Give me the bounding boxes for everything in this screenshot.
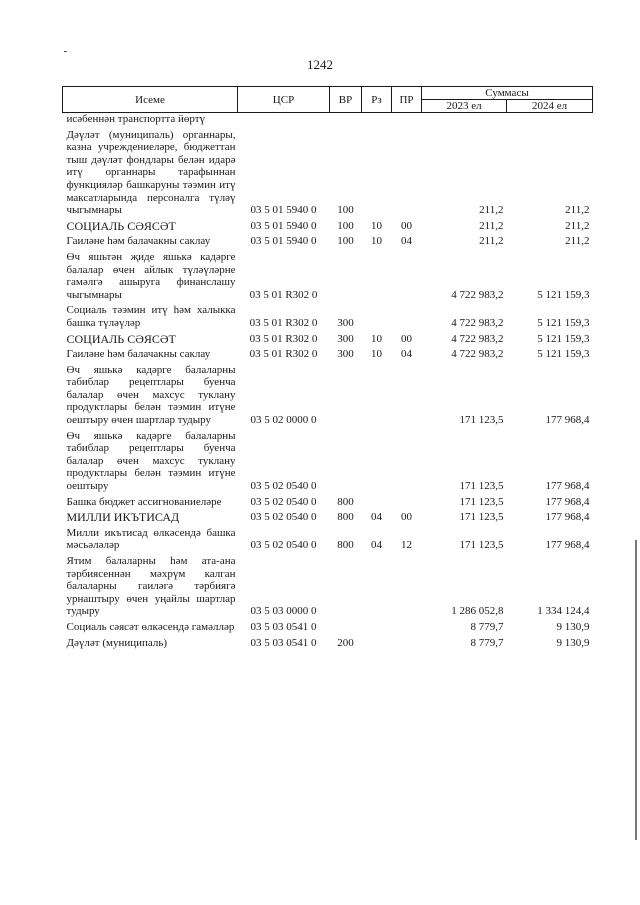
cell-pr: 12	[401, 539, 412, 552]
cell-pr	[392, 494, 422, 510]
table-row	[63, 127, 593, 218]
cell-vr: 300	[337, 332, 354, 345]
cell-name: Гаиләне һәм балачакны саклау	[66, 235, 211, 248]
page-number: 1242	[307, 57, 333, 72]
cell-name: исәбеннән транспортта йөртү	[66, 113, 206, 125]
cell-sum-2024: 5 121 159,3	[537, 316, 590, 329]
cell-pr: 00	[401, 219, 412, 232]
table-row	[63, 494, 593, 510]
cell-sum-2023: 8 779,7	[470, 636, 504, 649]
cell-sum-2023: 211,2	[479, 235, 504, 248]
cell-name: Дәүләт (муниципаль)	[66, 636, 168, 649]
scan-edge	[635, 540, 637, 840]
cell-pr	[392, 619, 422, 635]
cell-csr: 03 5 03 0541 0	[250, 636, 317, 649]
cell-vr	[330, 249, 362, 302]
cell-sum-2023	[422, 113, 507, 127]
cell-pr: 00	[401, 332, 412, 345]
table-row	[63, 249, 593, 302]
table-row	[63, 619, 593, 635]
cell-pr	[392, 428, 422, 494]
scan-mark	[64, 51, 67, 52]
cell-vr: 800	[337, 539, 354, 552]
cell-pr: 04	[401, 235, 412, 248]
cell-sum-2024: 177 968,4	[545, 511, 590, 524]
cell-pr: 00	[401, 511, 412, 524]
table-header	[63, 87, 593, 113]
header-name: Исеме	[63, 87, 238, 113]
cell-name: Социаль сәясәт өлкәсендә гамәлләр	[66, 620, 235, 633]
cell-pr	[392, 362, 422, 428]
cell-vr	[330, 113, 362, 127]
cell-csr: 03 5 01 R302 0	[249, 288, 318, 301]
cell-vr	[330, 619, 362, 635]
table-body	[63, 113, 593, 651]
cell-name: Милли икътисад өлкәсендә башка мәсьәләләр	[66, 526, 236, 552]
cell-csr: 03 5 03 0541 0	[250, 620, 317, 633]
cell-sum-2023: 171 123,5	[459, 414, 504, 427]
cell-csr: 03 5 01 R302 0	[249, 316, 318, 329]
cell-name: Өч яшькә кадәрге балаларны табиблар рецептлары буенча балалар өчен махсус туклану продуктлары белән тәэмин итүне оештыру өчен шартлар тудыру	[66, 363, 236, 427]
cell-pr	[392, 113, 422, 127]
cell-sum-2023: 4 722 983,2	[451, 348, 504, 361]
cell-vr: 300	[337, 348, 354, 361]
cell-sum-2024: 177 968,4	[545, 539, 590, 552]
cell-csr: 03 5 02 0540 0	[250, 480, 317, 493]
cell-rz	[362, 127, 392, 218]
cell-sum-2024: 5 121 159,3	[537, 288, 590, 301]
cell-sum-2023: 4 722 983,2	[451, 288, 504, 301]
table-row	[63, 635, 593, 651]
cell-sum-2024: 177 968,4	[545, 495, 590, 508]
cell-rz: 04	[371, 511, 382, 524]
cell-name: МИЛЛИ ИКЪТИСАД	[66, 510, 180, 525]
table-row	[63, 509, 593, 525]
table-row	[63, 428, 593, 494]
cell-csr: 03 5 02 0540 0	[250, 539, 317, 552]
cell-pr	[392, 302, 422, 330]
cell-sum-2023: 171 123,5	[459, 539, 504, 552]
table-row	[63, 113, 593, 127]
header-rz: Рз	[362, 87, 392, 113]
cell-rz	[362, 362, 392, 428]
cell-rz	[362, 249, 392, 302]
header-vr: ВР	[330, 87, 362, 113]
cell-rz: 10	[371, 332, 382, 345]
cell-vr: 100	[337, 204, 354, 217]
cell-vr	[330, 553, 362, 619]
cell-name: Өч яшькә кадәрге балаларны табиблар рецептлары буенча балалар өчен махсус туклану продуктлары белән тәэмин итүне оештыру	[66, 429, 236, 493]
cell-sum-2023: 211,2	[479, 219, 504, 232]
cell-name: Башка бюджет ассигнованиеләре	[66, 495, 222, 508]
cell-rz	[362, 619, 392, 635]
cell-sum-2024: 1 334 124,4	[537, 605, 590, 618]
cell-csr: 03 5 01 R302 0	[249, 332, 318, 345]
table-row	[63, 331, 593, 347]
header-sums: Суммасы	[422, 87, 593, 100]
cell-vr: 800	[337, 511, 354, 524]
cell-csr: 03 5 03 0000 0	[250, 605, 317, 618]
header-pr: ПР	[392, 87, 422, 113]
cell-sum-2023: 211,2	[479, 204, 504, 217]
cell-sum-2024: 211,2	[565, 204, 590, 217]
cell-name: Өч яшьтән җиде яшькә кадәрге балалар өчен айлык түләүләрне гамәлгә ашыруга финанслашу чыгымнары	[66, 250, 236, 301]
cell-name: Ятим балаларны һәм ата-ана тәрбиясеннән мәхрүм калган балаларны гаиләгә тәрбиягә урнаштыру өчен уңайлы шартлар тудыру	[66, 555, 236, 618]
table-row	[63, 302, 593, 330]
cell-sum-2023: 1 286 052,8	[451, 605, 504, 618]
cell-sum-2024: 5 121 159,3	[537, 332, 590, 345]
cell-sum-2023: 4 722 983,2	[451, 316, 504, 329]
cell-vr: 200	[337, 636, 354, 649]
cell-sum-2024: 177 968,4	[545, 480, 590, 493]
table-row	[63, 346, 593, 362]
cell-csr: 03 5 01 5940 0	[250, 219, 317, 232]
cell-pr: 04	[401, 348, 412, 361]
cell-vr: 100	[337, 235, 354, 248]
cell-vr: 300	[337, 316, 354, 329]
table-row	[63, 233, 593, 249]
cell-name: Социаль тәэмин итү һәм халыкка башка түләүләр	[66, 304, 236, 329]
cell-sum-2023: 4 722 983,2	[451, 332, 504, 345]
cell-pr	[392, 635, 422, 651]
cell-csr: 03 5 01 5940 0	[250, 235, 317, 248]
cell-sum-2024: 9 130,9	[556, 620, 590, 633]
cell-sum-2024: 211,2	[565, 235, 590, 248]
cell-csr: 03 5 01 5940 0	[250, 204, 317, 217]
cell-name: Гаиләне һәм балачакны саклау	[66, 348, 211, 361]
cell-sum-2024: 177 968,4	[545, 414, 590, 427]
cell-rz: 10	[371, 348, 382, 361]
cell-vr: 100	[337, 219, 354, 232]
cell-pr	[392, 553, 422, 619]
cell-rz	[362, 302, 392, 330]
cell-csr	[238, 113, 330, 127]
table-row	[63, 218, 593, 234]
cell-csr: 03 5 01 R302 0	[249, 348, 318, 361]
table-row	[63, 553, 593, 619]
cell-pr	[392, 127, 422, 218]
header-csr: ЦСР	[238, 87, 330, 113]
cell-pr	[392, 249, 422, 302]
cell-vr	[330, 362, 362, 428]
cell-sum-2024: 211,2	[565, 219, 590, 232]
cell-sum-2023: 171 123,5	[459, 495, 504, 508]
cell-rz: 04	[371, 539, 382, 552]
cell-csr: 03 5 02 0540 0	[250, 511, 317, 524]
cell-sum-2023: 171 123,5	[459, 511, 504, 524]
cell-rz	[362, 553, 392, 619]
cell-rz	[362, 494, 392, 510]
cell-rz: 10	[371, 219, 382, 232]
cell-sum-2023: 171 123,5	[459, 480, 504, 493]
cell-sum-2024: 5 121 159,3	[537, 348, 590, 361]
header-year-2023: 2023 ел	[422, 100, 507, 113]
table-row	[63, 525, 593, 553]
cell-rz	[362, 113, 392, 127]
cell-name: СОЦИАЛЬ СӘЯСӘТ	[66, 218, 176, 233]
cell-rz	[362, 428, 392, 494]
cell-name: Дәүләт (муниципаль) органнары, казна учреждениеләре, бюджеттан тыш дәүләт фондлары белән идарә итү органнары тарафыннан функцияләр башкаруны тәэмин итү максатларында персоналга түләү чыгымнары	[66, 128, 236, 217]
budget-table	[62, 86, 593, 650]
cell-vr: 800	[337, 495, 354, 508]
cell-csr: 03 5 02 0000 0	[250, 414, 317, 427]
cell-rz	[362, 635, 392, 651]
cell-vr	[330, 428, 362, 494]
cell-sum-2024	[507, 113, 593, 127]
cell-sum-2023: 8 779,7	[470, 620, 504, 633]
cell-name: СОЦИАЛЬ СӘЯСӘТ	[66, 331, 176, 346]
header-year-2024: 2024 ел	[507, 100, 593, 113]
cell-rz: 10	[371, 235, 382, 248]
cell-sum-2024: 9 130,9	[556, 636, 590, 649]
table-row	[63, 362, 593, 428]
cell-csr: 03 5 02 0540 0	[250, 495, 317, 508]
